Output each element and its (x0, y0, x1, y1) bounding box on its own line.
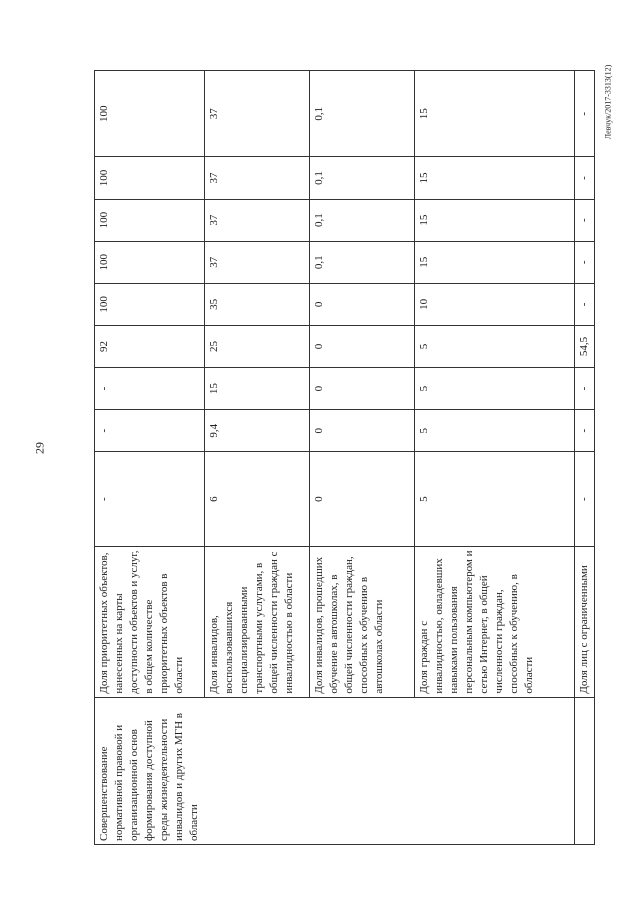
value-cell: 25 (205, 325, 310, 367)
value-cell: 15 (205, 368, 310, 410)
value-cell: 37 (205, 71, 310, 157)
table-container (94, 70, 594, 845)
value-cell: - (575, 241, 595, 283)
value-cell: 92 (95, 325, 205, 367)
value-cell: 10 (415, 283, 575, 325)
value-cell: - (575, 368, 595, 410)
value-cell: - (575, 410, 595, 452)
value-cell: 0,1 (310, 71, 415, 157)
value-cell: - (575, 71, 595, 157)
value-cell: 0 (310, 452, 415, 547)
value-cell: 15 (415, 157, 575, 199)
value-cell: 5 (415, 452, 575, 547)
value-cell: 100 (95, 157, 205, 199)
value-cell: 100 (95, 283, 205, 325)
value-cell: - (575, 283, 595, 325)
value-cell: 0,1 (310, 199, 415, 241)
page-number: 29 (32, 442, 47, 454)
value-cell: 0,1 (310, 157, 415, 199)
value-cell: - (575, 157, 595, 199)
value-cell: 54,5 (575, 325, 595, 367)
value-cell: - (95, 410, 205, 452)
value-cell: 9,4 (205, 410, 310, 452)
value-cell: 100 (95, 241, 205, 283)
value-cell: - (95, 452, 205, 547)
table-row (575, 71, 595, 845)
value-cell: 5 (415, 325, 575, 367)
value-cell: 15 (415, 199, 575, 241)
value-cell: 0 (310, 368, 415, 410)
indicator-label-cell: Доля инвалидов, прошедших обучение в автошколах, в общей численности граждан, способных к обучению в автошколах области (310, 547, 415, 698)
value-cell: 37 (205, 157, 310, 199)
value-cell: 37 (205, 199, 310, 241)
value-cell: 5 (415, 368, 575, 410)
document-code: Левчук/2017-3313(12) (603, 64, 613, 140)
indicator-label-cell: Доля приоритетных объектов, нанесенных на карты доступности объектов и услуг, в общем количестве приоритетных объектов в области (95, 547, 205, 698)
value-cell: 0 (310, 410, 415, 452)
value-cell: 100 (95, 71, 205, 157)
value-cell: 35 (205, 283, 310, 325)
value-cell: - (575, 452, 595, 547)
value-cell: 0 (310, 325, 415, 367)
indicator-label-cell: Доля граждан с инвалидностью, овладевших навыками пользования персональным компьютером и сетью Интернет, в общей численности граждан, способных к обучению, в области (415, 547, 575, 698)
table-row (95, 71, 205, 845)
indicators-table (94, 70, 595, 845)
group-label-cell: Совершенствование нормативной правовой и организационной основ формирования доступной среды жизнедеятельности инвалидов и других МГН в области (95, 697, 575, 844)
value-cell: 15 (415, 71, 575, 157)
value-cell: 15 (415, 241, 575, 283)
value-cell: 6 (205, 452, 310, 547)
group-label-cell (575, 697, 595, 844)
value-cell: 5 (415, 410, 575, 452)
value-cell: 100 (95, 199, 205, 241)
indicator-label-cell: Доля лиц с ограниченными (575, 547, 595, 698)
value-cell: - (575, 199, 595, 241)
indicator-label-cell: Доля инвалидов, воспользовавшихся специализированными транспортными услугами, в общей численности граждан с инвалидностью в области (205, 547, 310, 698)
value-cell: 0 (310, 283, 415, 325)
value-cell: 0,1 (310, 241, 415, 283)
value-cell: 37 (205, 241, 310, 283)
value-cell: - (95, 368, 205, 410)
